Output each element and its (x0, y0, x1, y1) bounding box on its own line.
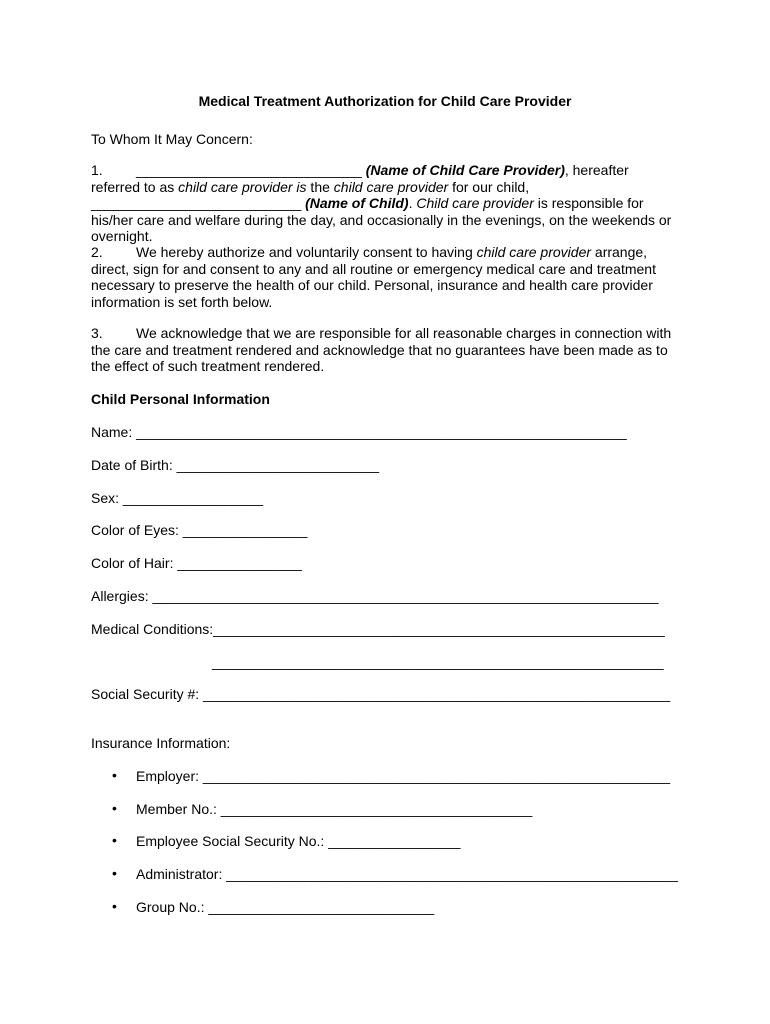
paragraph-2 (91, 244, 681, 310)
section-heading: Child Personal Information (91, 391, 270, 407)
medical-conditions-continuation[interactable]: __________________________________________________________ (212, 654, 664, 670)
paragraph-number: 1. (91, 162, 103, 178)
text-run: is responsible for his/her care and welfare during the day, and occasionally in the evenings, on the weekends or overnight. (91, 195, 672, 244)
group-number-field[interactable]: Group No.: _____________________________ (136, 899, 435, 915)
paragraph-1 (91, 162, 681, 245)
text-run: . (408, 195, 417, 211)
text-run: arrange, direct, sign for and consent to any and all routine or emergency medical care and treatment necessary to preserve the health of our child. Personal, insurance and health care provider information is set forth below. (91, 244, 656, 310)
provider-name-label: (Name of Child Care Provider) (365, 162, 565, 178)
insurance-heading: Insurance Information: (91, 735, 231, 751)
paragraph-number: 3. (91, 325, 103, 341)
text-run-italic: Child care provider (416, 195, 534, 211)
paragraph-number: 2. (91, 244, 103, 260)
bullet-icon: • (112, 832, 117, 848)
salutation: To Whom It May Concern: (91, 131, 253, 147)
paragraph-3 (91, 325, 681, 375)
medical-conditions-field[interactable]: Medical Conditions:__________________________________________________________ (91, 621, 665, 637)
child-name-label: (Name of Child) (305, 195, 409, 211)
social-security-field[interactable]: Social Security #: ____________________________________________________________ (91, 686, 671, 702)
text-run: , hereafter referred to as (91, 162, 629, 195)
sex-field[interactable]: Sex: __________________ (91, 490, 264, 506)
text-run-italic: child care provider (476, 244, 592, 260)
text-run: We hereby authorize and voluntarily consent to having (136, 244, 477, 260)
bullet-icon: • (112, 898, 117, 914)
bullet-icon: • (112, 865, 117, 881)
text-run: We acknowledge that we are responsible for all reasonable charges in connection with the care and treatment rendered and acknowledge that no guarantees have been made as to the effect of such treatment rendered. (91, 325, 672, 374)
administrator-field[interactable]: Administrator: __________________________________________________________ (136, 866, 678, 882)
child-name-blank: ___________________________ (91, 195, 302, 211)
allergies-field[interactable]: Allergies: _________________________________________________________________ (91, 588, 659, 604)
document-title: Medical Treatment Authorization for Child Care Provider (198, 93, 572, 109)
eye-color-field[interactable]: Color of Eyes: ________________ (91, 522, 308, 538)
text-run: for our child, (448, 178, 530, 195)
text-run-italic: child care provider is (178, 178, 307, 195)
text-run-italic: child care provider (333, 178, 449, 195)
hair-color-field[interactable]: Color of Hair: ________________ (91, 555, 302, 571)
provider-name-blank: _____________________________ (136, 162, 362, 178)
date-of-birth-field[interactable]: Date of Birth: __________________________ (91, 457, 380, 473)
name-field[interactable]: Name: _______________________________________________________________ (91, 424, 627, 440)
employee-ssn-field[interactable]: Employee Social Security No.: _________________ (136, 833, 461, 849)
member-number-field[interactable]: Member No.: ________________________________________ (136, 801, 533, 817)
text-run: the (306, 178, 334, 195)
bullet-icon: • (112, 800, 117, 816)
bullet-icon: • (112, 767, 117, 783)
employer-field[interactable]: Employer: ____________________________________________________________ (136, 768, 671, 784)
